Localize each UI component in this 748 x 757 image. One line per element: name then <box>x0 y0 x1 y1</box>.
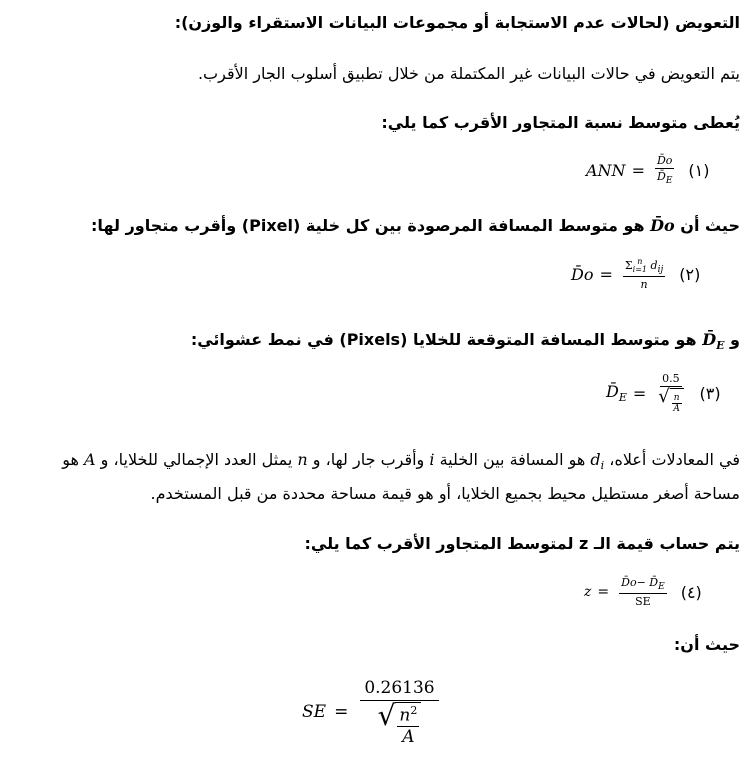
eq3-lhs-sub: E <box>618 391 627 405</box>
def-de-symbol-base: D̄ <box>702 330 717 349</box>
equation-2 <box>571 258 700 291</box>
eq5-inner-fraction <box>397 704 419 747</box>
para2-var-i: i <box>429 450 435 469</box>
heading-where: حيث أن: <box>673 635 740 654</box>
sqrt-icon: √ <box>377 699 396 732</box>
eq5-inner-num-base: n <box>399 705 411 726</box>
eq3-numerator: 0.5 <box>662 372 680 385</box>
eq1-den-base: D̄ <box>656 170 666 183</box>
para2-var-d <box>590 449 604 477</box>
equation-5 <box>302 678 443 747</box>
eq2-term: d <box>650 259 658 272</box>
eq2-sum-symbol: Σ <box>624 259 633 272</box>
eq4-fraction <box>619 576 667 608</box>
eq3-denominator <box>656 387 685 414</box>
eq5-inner-num-sup: 2 <box>410 704 418 717</box>
eq1-equals: = <box>631 160 645 180</box>
eq5-sqrt-content <box>395 702 421 747</box>
def-do-symbol: D̄o <box>650 216 675 235</box>
sqrt-icon: √ <box>658 386 670 407</box>
eq4-numerator <box>619 576 667 594</box>
equation-3 <box>606 372 721 414</box>
def-de-end: هو متوسط المسافة المتوقعة للخلايا (Pixels) في نمط عشوائي: <box>190 330 697 349</box>
eq3-lhs-base: D̄ <box>606 381 619 401</box>
eq1-label: (١) <box>688 160 710 180</box>
para2-var-n: n <box>297 450 308 469</box>
para2-part3: وأقرب جار لها، و <box>312 450 425 469</box>
def-do-end: هو متوسط المسافة المرصودة بين كل خلية (Pixel) وأقرب متجاور لها: <box>91 216 645 235</box>
eq3-lhs <box>606 382 627 404</box>
eq4-label: (٤) <box>680 582 702 602</box>
para2-part4: يمثل العدد الإجمالي للخلايا، و <box>100 450 293 469</box>
def-do-start: حيث أن <box>680 216 740 235</box>
definition-de <box>191 329 740 357</box>
eq4-lhs: z <box>584 584 592 601</box>
eq3-sqrt <box>658 388 683 414</box>
eq2-lhs: D̄o <box>571 265 594 285</box>
heading-imputation: التعويض (لحالات عدم الاستجابة أو مجموعات البيانات الاستقراء والوزن): <box>174 13 740 32</box>
def-de-symbol-sub: E <box>716 339 725 353</box>
eq5-inner-den: A <box>402 726 415 747</box>
eq2-sum-sub: i=1 <box>632 265 648 274</box>
equation-4 <box>584 576 702 608</box>
eq2-fraction <box>623 258 665 291</box>
eq4-denominator: SE <box>635 595 651 609</box>
eq3-sqrt-content <box>670 388 684 414</box>
paragraph-variables-line2: مساحة أصغر مستطيل محيط بجميع الخلايا، أو هو قيمة مساحة محددة من قبل المستخدم. <box>150 484 740 503</box>
eq5-numerator: 0.26136 <box>360 678 438 701</box>
def-de-symbol <box>702 329 724 357</box>
eq1-numerator: D̄o <box>656 154 673 167</box>
eq3-inner-num: n <box>673 393 680 403</box>
eq5-fraction <box>360 678 438 747</box>
eq3-label: (٣) <box>699 383 721 403</box>
para2-part5: هو <box>62 450 79 469</box>
eq2-term-sub: ij <box>657 265 664 276</box>
eq4-num-b-base: D̄ <box>649 576 659 589</box>
eq2-sum-sup: n <box>637 257 643 266</box>
eq1-denominator <box>655 169 674 186</box>
def-de-start: و <box>730 330 740 349</box>
heading-ann-definition: يُعطى متوسط نسبة المتجاور الأقرب كما يلي: <box>381 113 740 132</box>
eq1-den-sub: E <box>665 176 673 187</box>
eq3-inner-den: A <box>673 404 680 414</box>
heading-z-value: يتم حساب قيمة الـ z لمتوسط المتجاور الأقرب كما يلي: <box>304 534 740 553</box>
eq1-lhs: ANN <box>586 160 626 180</box>
eq2-numerator <box>623 258 665 277</box>
para2-var-d-sub: i <box>600 459 605 473</box>
eq4-num-a: D̄o <box>621 576 637 589</box>
eq2-denominator: n <box>640 278 648 292</box>
eq4-num-b-sub: E <box>658 582 665 593</box>
eq1-fraction <box>655 154 674 186</box>
eq5-sqrt <box>377 699 422 747</box>
eq3-equals: = <box>632 383 647 403</box>
eq5-denominator <box>376 701 424 747</box>
definition-do <box>91 215 740 237</box>
eq5-lhs: SE <box>302 702 327 723</box>
paragraph-variables-line1 <box>62 449 740 477</box>
eq2-equals: = <box>599 265 613 285</box>
eq2-label: (٢) <box>679 265 701 285</box>
eq3-fraction <box>656 372 685 414</box>
eq4-equals: = <box>597 584 610 601</box>
para2-part2: هو المسافة بين الخلية <box>439 450 586 469</box>
equation-1 <box>586 154 710 186</box>
para2-part1: في المعادلات أعلاه، <box>609 450 740 469</box>
eq4-minus: − <box>636 576 646 589</box>
paragraph-imputation: يتم التعويض في حالات البيانات غير المكتملة من خلال تطبيق أسلوب الجار الأقرب. <box>197 64 740 83</box>
eq5-equals: = <box>334 702 349 723</box>
eq3-inner-fraction <box>672 393 682 414</box>
para2-var-a: A <box>84 450 96 469</box>
eq5-inner-num <box>397 704 419 727</box>
para2-var-d-base: d <box>590 450 601 469</box>
